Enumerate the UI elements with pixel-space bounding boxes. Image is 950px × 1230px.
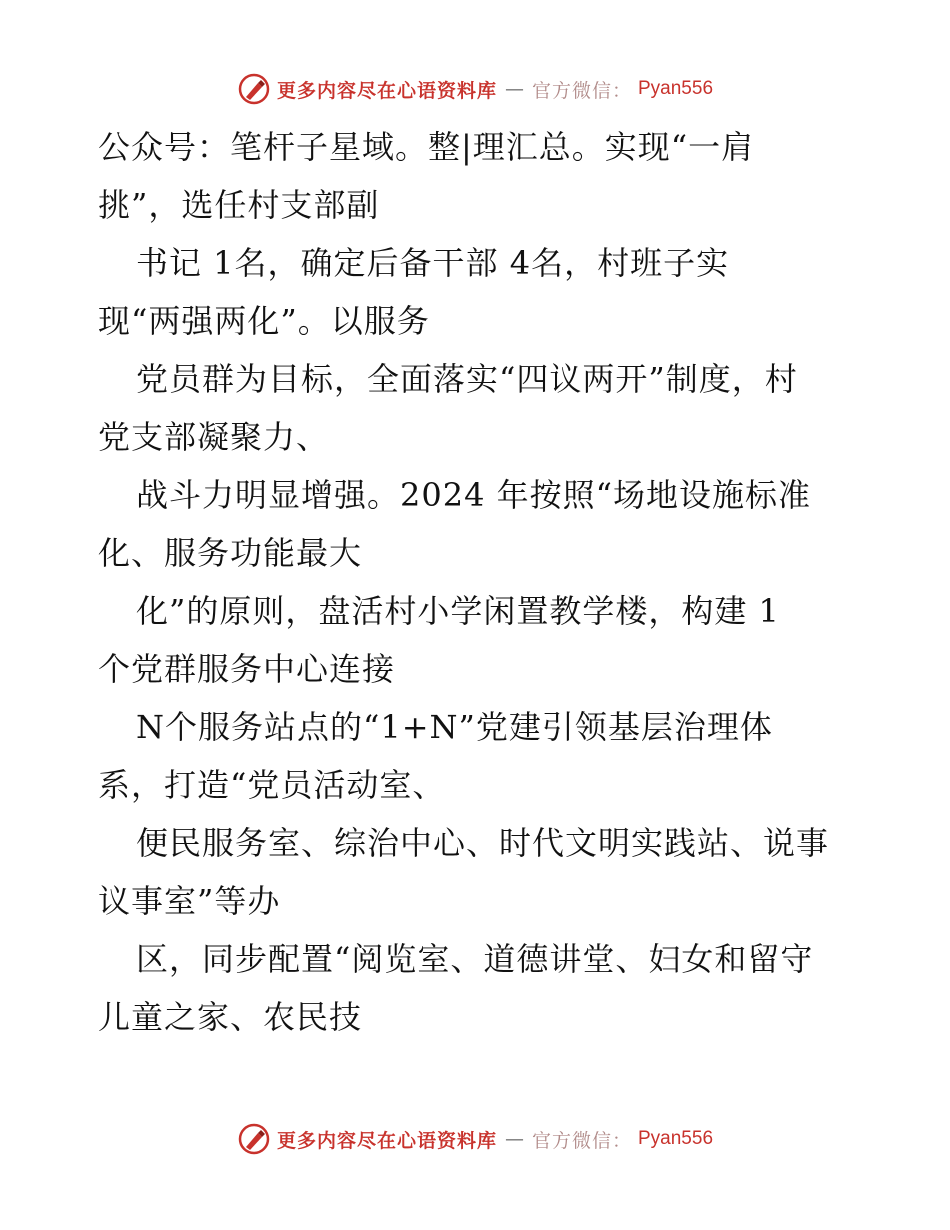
header-banner: [0, 72, 950, 106]
body-line: 党支部凝聚力、: [98, 418, 330, 456]
body-line: 化”的原则，盘活村小学闲置教学楼，构建 1: [136, 592, 780, 630]
footer-brand: 更多内容尽在心语资料库: [276, 1129, 497, 1152]
pen-logo-icon: [237, 72, 271, 106]
footer-wechat-id: Pyan556: [638, 1128, 714, 1149]
body-line: 议事室”等办: [98, 882, 281, 920]
pen-logo-icon: [237, 1122, 271, 1156]
body-line: 挑”，选任村支部副: [98, 186, 380, 224]
footer-separator: —: [504, 1128, 524, 1150]
document-body: [98, 118, 868, 1046]
body-line: 化、服务功能最大: [98, 534, 363, 572]
body-line: 便民服务室、综治中心、时代文明实践站、说事: [136, 824, 830, 862]
body-line: 书记 1名，确定后备干部 4名，村班子实: [136, 244, 730, 282]
header-wechat-id: Pyan556: [638, 78, 714, 99]
body-line: 个党群服务中心连接: [98, 650, 396, 688]
header-brand: 更多内容尽在心语资料库: [276, 79, 497, 102]
body-line: 党员群为目标，全面落实“四议两开”制度，村: [136, 360, 798, 398]
body-line: 儿童之家、农民技: [98, 998, 363, 1036]
footer-banner: [0, 1122, 950, 1156]
footer-contact-label: 官方微信：: [531, 1129, 632, 1152]
body-line: 系，打造“党员活动室、: [98, 766, 446, 804]
body-line: N个服务站点的“1+N”党建引领基层治理体: [136, 708, 773, 746]
header-contact-label: 官方微信：: [531, 79, 632, 102]
header-separator: —: [504, 78, 524, 100]
body-line: 区，同步配置“阅览室、道德讲堂、妇女和留守: [136, 940, 814, 978]
body-line: 现“两强两化”。以服务: [98, 302, 430, 340]
body-line: 公众号：笔杆子星域。整|理汇总。实现“一肩: [98, 128, 755, 166]
body-line: 战斗力明显增强。2024 年按照“场地设施标准: [136, 476, 811, 514]
